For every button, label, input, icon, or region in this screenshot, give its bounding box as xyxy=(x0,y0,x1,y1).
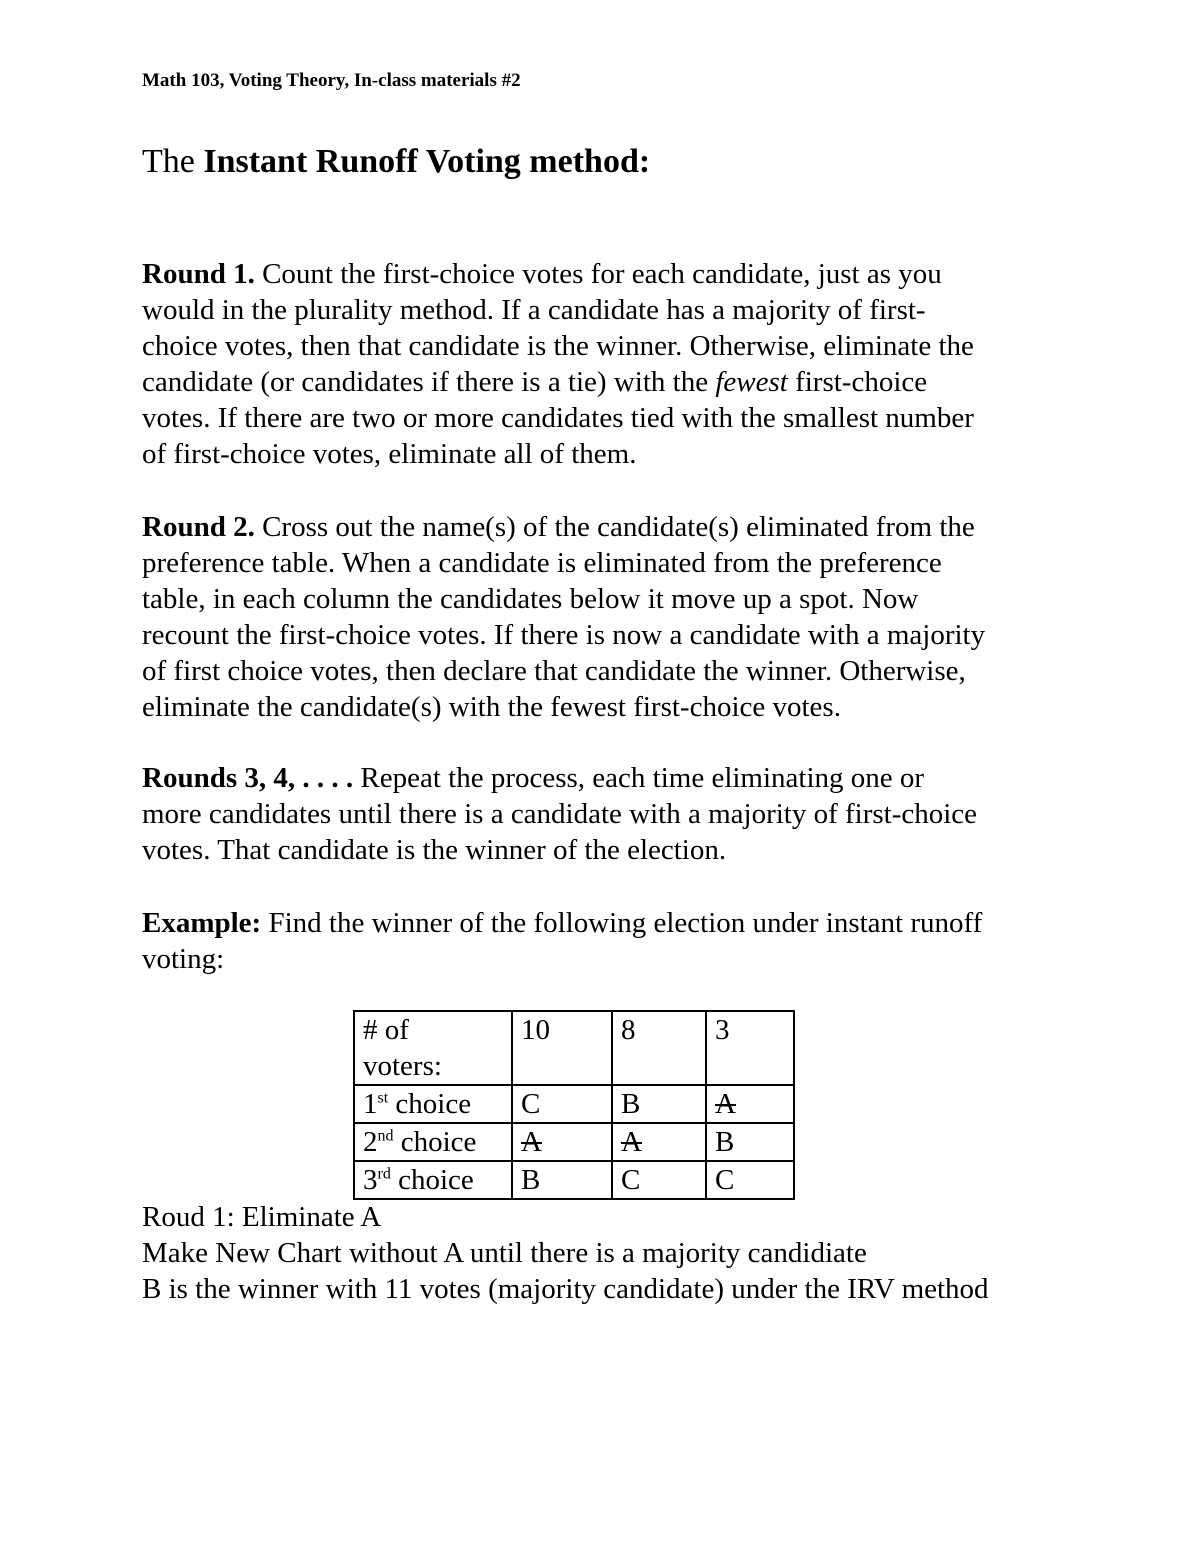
round-2-paragraph xyxy=(142,509,1082,725)
round-1-line: of first-choice votes, eliminate all of them. xyxy=(142,438,637,470)
choice-word: choice xyxy=(393,1126,477,1158)
round-2-line: of first choice votes, then declare that candidate the winner. Otherwise, xyxy=(142,655,966,687)
candidate-cell-crossed-out xyxy=(612,1123,706,1161)
round-1-paragraph xyxy=(142,256,1082,472)
voter-count-cell: 8 xyxy=(612,1011,706,1085)
crossed-out-candidate: A xyxy=(715,1088,736,1120)
candidate-cell-crossed-out xyxy=(706,1085,794,1123)
voter-count-cell: 10 xyxy=(512,1011,612,1085)
voters-label-line: voters: xyxy=(363,1050,442,1082)
candidate-cell: B xyxy=(706,1123,794,1161)
example-text: Find the winner of the following election under instant runoff xyxy=(261,907,983,939)
crossed-out-candidate: A xyxy=(521,1126,542,1158)
rounds-3-4-line xyxy=(142,760,1082,796)
table-header-row xyxy=(354,1011,794,1085)
rounds-3-4-text: Repeat the process, each time eliminating one or xyxy=(353,762,925,794)
choice-ordinal: st xyxy=(377,1089,389,1107)
round-1-text: first-choice xyxy=(787,366,928,398)
round-2-line xyxy=(142,509,1082,545)
example-paragraph xyxy=(142,905,1082,977)
round-1-line: votes. If there are two or more candidates tied with the smallest number xyxy=(142,402,974,434)
candidate-cell: C xyxy=(706,1161,794,1199)
title-prefix: The xyxy=(142,143,204,180)
choice-label-cell xyxy=(354,1161,512,1199)
choice-word: choice xyxy=(390,1164,474,1196)
voter-count-cell: 3 xyxy=(706,1011,794,1085)
answer-line: Make New Chart without A until there is a majority candidiate xyxy=(142,1237,867,1269)
choice-ordinal: rd xyxy=(377,1165,391,1183)
title-bold: Instant Runoff Voting method: xyxy=(203,143,651,180)
round-2-label: Round 2. xyxy=(142,511,255,543)
crossed-out-candidate: A xyxy=(621,1126,642,1158)
round-2-line: table, in each column the candidates below it move up a spot. Now xyxy=(142,583,919,615)
rounds-3-4-paragraph xyxy=(142,760,1082,868)
round-1-line: choice votes, then that candidate is the winner. Otherwise, eliminate the xyxy=(142,330,974,362)
choice-number: 2 xyxy=(363,1126,378,1158)
table-row xyxy=(354,1123,794,1161)
table-row xyxy=(354,1161,794,1199)
example-line: voting: xyxy=(142,943,225,975)
round-1-text: Count the first-choice votes for each candidate, just as you xyxy=(254,258,942,290)
candidate-cell: B xyxy=(612,1085,706,1123)
round-1-line xyxy=(142,256,1082,292)
round-2-text: Cross out the name(s) of the candidate(s) eliminated from the xyxy=(254,511,975,543)
answer-line: Roud 1: Eliminate A xyxy=(142,1201,382,1233)
round-2-line: preference table. When a candidate is eliminated from the preference xyxy=(142,547,942,579)
round-2-line: recount the first-choice votes. If there is now a candidate with a majority xyxy=(142,619,986,651)
document-header: Math 103, Voting Theory, In-class materials #2 xyxy=(142,70,521,91)
preference-table xyxy=(353,1010,795,1200)
handwritten-answers xyxy=(142,1199,989,1307)
choice-word: choice xyxy=(388,1088,472,1120)
voters-label-line: # of xyxy=(363,1014,409,1046)
round-1-line: would in the plurality method. If a candidate has a majority of first- xyxy=(142,294,926,326)
choice-label-cell xyxy=(354,1085,512,1123)
answer-line: B is the winner with 11 votes (majority candidate) under the IRV method xyxy=(142,1273,989,1305)
choice-ordinal: nd xyxy=(377,1127,394,1145)
choice-label-cell xyxy=(354,1123,512,1161)
round-1-label: Round 1. xyxy=(142,258,255,290)
example-label: Example: xyxy=(142,907,262,939)
emphasis-fewest: fewest xyxy=(715,366,788,398)
candidate-cell: C xyxy=(612,1161,706,1199)
page-title xyxy=(142,140,650,184)
choice-number: 1 xyxy=(363,1088,378,1120)
rounds-3-4-line: more candidates until there is a candidate with a majority of first-choice xyxy=(142,798,978,830)
candidate-cell: B xyxy=(512,1161,612,1199)
candidate-cell: C xyxy=(512,1085,612,1123)
round-1-text: candidate (or candidates if there is a tie) with the xyxy=(142,366,716,398)
rounds-3-4-line: votes. That candidate is the winner of the election. xyxy=(142,834,727,866)
round-2-line: eliminate the candidate(s) with the fewest first-choice votes. xyxy=(142,691,841,723)
rounds-3-4-label: Rounds 3, 4, . . . . xyxy=(142,762,354,794)
candidate-cell-crossed-out xyxy=(512,1123,612,1161)
table-row xyxy=(354,1085,794,1123)
voters-label-cell xyxy=(354,1011,512,1085)
example-line xyxy=(142,905,1082,941)
choice-number: 3 xyxy=(363,1164,378,1196)
round-1-line xyxy=(142,364,1082,400)
